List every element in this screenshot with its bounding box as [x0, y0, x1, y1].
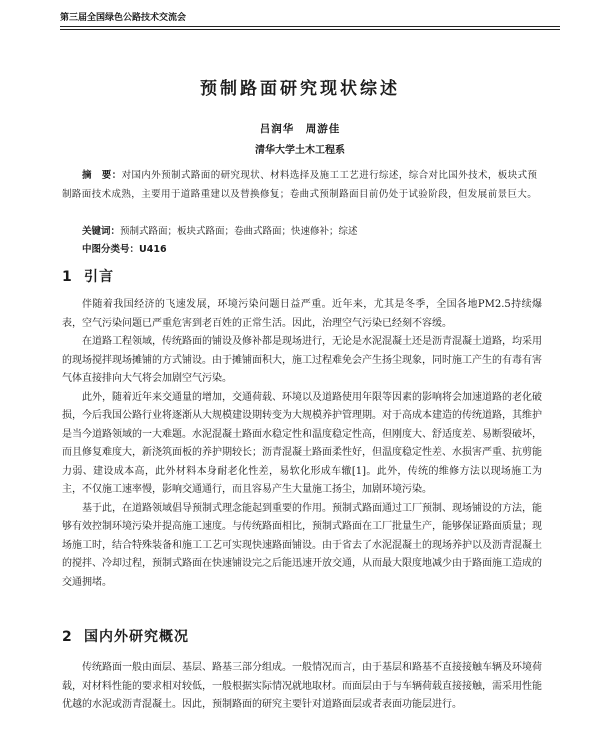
keywords [62, 223, 542, 241]
affiliation: 清华大学土木工程系 [255, 145, 345, 156]
section-2-heading [62, 626, 189, 646]
header-rule [60, 26, 560, 27]
paragraph: 基于此，在道路领域倡导预制式理念能起到重要的作用。预制式路面通过工厂预制、现场铺设的方法，能够有效控制环境污染并提高施工速度。与传统路面相比，预制式路面在工厂批量生产，能够保证路面质量；现场施工时，结合特殊装备和施工工艺可实现快速路面铺设。由于省去了水泥混凝土的现场养护以及沥青混凝土的搅拌、冷却过程，预制式路面在快速铺设完之后能迅速开放交通，从而最大限度地减少由于路面施工造成的交通拥堵。 [62, 502, 542, 588]
section-1-body [62, 296, 542, 592]
class-label: 中图分类号： [82, 244, 140, 255]
paragraph: 此外，随着近年来交通量的增加，交通荷载、环境以及道路使用年限等因素的影响将会加速道路的老化破损，今后我国公路行业将逐渐从大规模建设期转变为大规模养护管理期。对于高成本建造的传统道路，其维护是当今道路领域的一大难题。水泥混凝土路面水稳定性和温度稳定性高，但刚度大、舒适度差、易断裂破坏，而且修复难度大，新浇筑面板的养护期较长；沥青混凝土路面柔性好，但温度稳定性差、水损害严重、抗剪能力弱、建设成本高，此外材料本身耐老化性差，易软化形成车辙[1]。此外，传统的维修方法以现场施工为主，不仅施工速率慢，影响交通通行，而且容易产生大量施工扬尘，加剧环境污染。 [62, 391, 542, 495]
header-rule-thin [60, 29, 560, 30]
classification-number [62, 241, 542, 259]
running-head: 第三届全国绿色公路技术交流会 [60, 13, 187, 23]
paper-title: 预制路面研究现状综述 [200, 79, 400, 99]
abstract-label: 摘 要： [82, 170, 122, 181]
section-1-number: 1 [62, 269, 73, 285]
keywords-text: 预制式路面；板块式路面；卷曲式路面；快速修补；综述 [120, 226, 358, 237]
paragraph: 传统路面一般由面层、基层、路基三部分组成。一般情况而言，由于基层和路基不直接接触车辆及环境荷载，对材料性能的要求相对较低，一般根据实际情况就地取材。而面层由于与车辆荷载直接接触，需采用性能优越的水泥或沥青混凝土。因此，预制路面的研究主要针对道路面层或者表面功能层进行。 [62, 662, 542, 710]
section-2-number: 2 [62, 629, 73, 645]
keywords-label: 关键词： [82, 226, 121, 237]
abstract [62, 166, 542, 204]
section-2-title: 国内外研究概况 [84, 629, 189, 645]
section-1-heading [62, 266, 114, 286]
paragraph: 在道路工程领域，传统路面的铺设及修补都是现场进行，无论是水泥混凝土还是沥青混凝土道路，均采用的现场搅拌现场摊铺的方式铺设。由于摊铺面积大，施工过程难免会产生扬尘现象，同时施工产生的有毒有害气体直接排向大气将会加剧空气污染。 [62, 336, 542, 384]
section-1-title: 引言 [84, 269, 114, 285]
class-value: U416 [139, 244, 167, 255]
paragraph: 伴随着我国经济的飞速发展，环境污染问题日益严重。近年来，尤其是冬季，全国各地PM2.5持续爆表，空气污染问题已严重危害到老百姓的正常生活。因此，治理空气污染已经刻不容缓。 [62, 299, 542, 329]
authors: 吕润华 周游佳 [259, 123, 341, 135]
section-2-body [62, 659, 542, 715]
abstract-text: 对国内外预制式路面的研究现状、材料选择及施工工艺进行综述，综合对比国外技术，板块式预制路面技术成熟，主要用于道路重建以及替换修复；卷曲式预制路面目前仍处于试验阶段，但发展前景巨大。 [62, 170, 538, 200]
